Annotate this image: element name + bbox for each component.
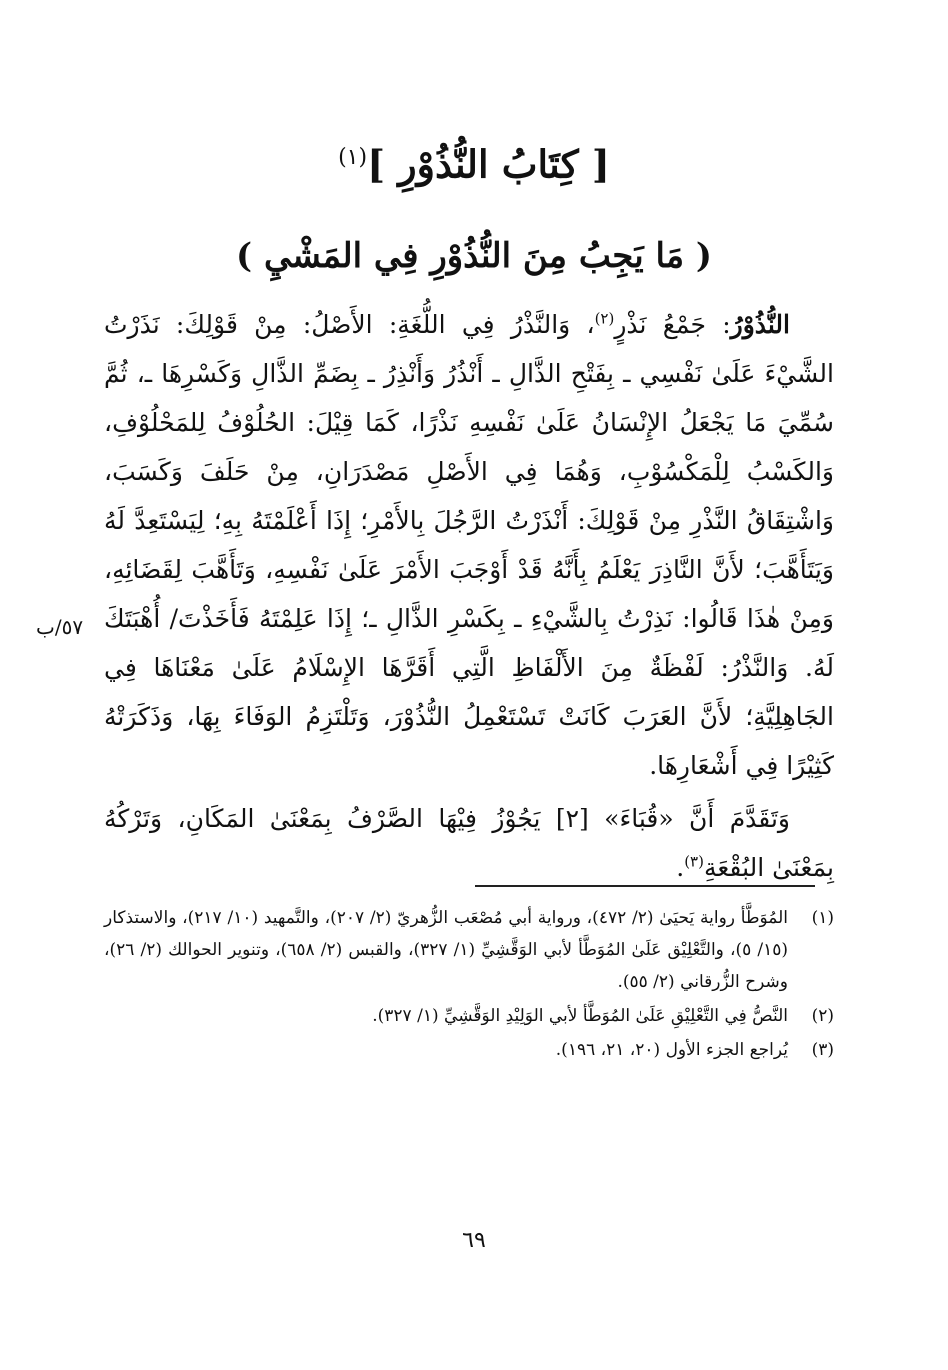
paragraph-1 <box>104 300 834 790</box>
chapter-title <box>0 128 948 195</box>
footnote-number: (٢) <box>811 1006 834 1026</box>
paragraph-2 <box>104 794 834 892</box>
manuscript-folio-note: ٥٧/ب <box>36 615 84 639</box>
footnote-ref-2: (٢) <box>594 309 615 328</box>
section-title: ( مَا يَجِبُ مِنَ النُّذُوْرِ فِي المَشْيِ ) <box>236 236 712 276</box>
paragraph-2-part-a: وَتَقَدَّمَ أَنَّ «قُبَاءَ» [٢] يَجُوْزُ فِيْهَا الصَّرْفُ بِمَعْنَىٰ المَكَانِ، وَتَرْكُهُ بِمَعْنَىٰ البُقْعَةِ <box>104 804 834 882</box>
footnote-ref-3: (٣) <box>684 852 704 871</box>
footnote-number: (١) <box>811 908 834 928</box>
chapter-title-footnote-ref: (١) <box>338 145 368 170</box>
footnote-text: يُراجع الجزء الأول (٢٠، ٢١، ١٩٦). <box>555 1040 788 1060</box>
footnote-separator <box>475 885 815 887</box>
paragraph-2-part-b: . <box>676 853 685 882</box>
main-text <box>104 300 834 892</box>
footnote-text: المُوَطَّأ رواية يَحيَىٰ (٢/ ٤٧٢)، ورواية أبي مُصْعَب الزُّهريّ (٢/ ٢٠٧)، والتَّمهيد (١٠/ ٢١٧)، والاستذكار (١٥/ ٥)، والتَّعْلِيْق عَلَىٰ المُوَطَّأ لأبي الوَقَّشِيِّ (١/ ٣٢٧)، والقبس (٢/ ٦٥٨)، وتنوير الحوالك (٢/ ٢٦)، وشرح الزُّرقاني (٢/ ٥٥). <box>104 908 788 992</box>
page-number: ٦٩ <box>462 1228 486 1253</box>
paragraph-1-part-a: : جَمْعُ نَذْرٍ <box>614 310 731 339</box>
footnotes <box>104 902 834 1068</box>
footnote-3 <box>104 1034 834 1066</box>
footnote-text: النَّصُّ فِي التَّعْلِيْقِ عَلَىٰ المُوَطَّأ لأبي الوَلِيْدِ الوَقَّشِيِّ (١/ ٣٢٧). <box>372 1006 788 1026</box>
footnote-1 <box>104 902 834 998</box>
chapter-title-text: [ كِتَابُ النُّذُوْرِ ] <box>367 141 610 187</box>
lead-term: النُّذُوْرُ <box>730 310 790 339</box>
paragraph-1-part-b: ، وَالنَّذْرُ فِي اللُّغَةِ: الأَصْلُ: مِنْ قَوْلِكَ: نَذَرْتُ الشَّيْءَ عَلَىٰ نَفْسِي ـ بِفَتْحِ الذَّالِ ـ أَنْذُرُ وَأَنْذِرُ ـ بِضَمِّ الذَّالِ وَكَسْرِهَا ـ، ثُمَّ سُمِّيَ مَا يَجْعَلُ الإِنْسَانُ عَلَىٰ نَفْسِهِ نَذْرًا، كَمَا قِيْلَ: الحُلُوْفُ لِلمَحْلُوْفِ، وَالكَسْبُ لِلْمَكْسُوْبِ، وَهُمَا فِي الأَصْلِ مَصْدَرَانِ، مِنْ حَلَفَ وَكَسَبَ، وَاشْتِقَاقُ النَّذْرِ مِنْ قَوْلِكَ: أَنْذَرْتُ الرَّجُلَ بِالأَمْرِ؛ إِذَا أَعْلَمْتَهُ بِهِ؛ لِيَسْتَعِدَّ لَهُ وَيَتَأَهَّبَ؛ لأَنَّ النَّاذِرَ يَعْلَمُ بِأَنَّهُ قَدْ أَوْجَبَ الأَمْرَ عَلَىٰ نَفْسِهِ، وَتَأَهَّبَ لِقَضَائِهِ، وَمِنْ هٰذَا قَالُوا: نَذِرْتُ بِالشَّيْءِ ـ بِكَسْرِ الذَّالِ ـ؛ إِذَا عَلِمْتَهُ فَأَخَذْتَ/ أُهْبَتَكَ لَهُ. وَالنَّذْرُ: لَفْظَةٌ مِنَ الأَلْفَاظِ الَّتِي أَقَرَّهَا الإِسْلَامُ عَلَىٰ مَعْنَاهَا فِي الجَاهِلِيَّةِ؛ لأَنَّ العَرَبَ كَانَتْ تَسْتَعْمِلُ النُّذُوْرَ، وَتَلْتَزِمُ الوَفَاءَ بِهَا، وَذَكَرَتْهُ كَثِيْرًا فِي أَشْعَارِهَا. <box>104 310 834 780</box>
footnote-2 <box>104 1000 834 1032</box>
footnote-number: (٣) <box>811 1040 834 1060</box>
